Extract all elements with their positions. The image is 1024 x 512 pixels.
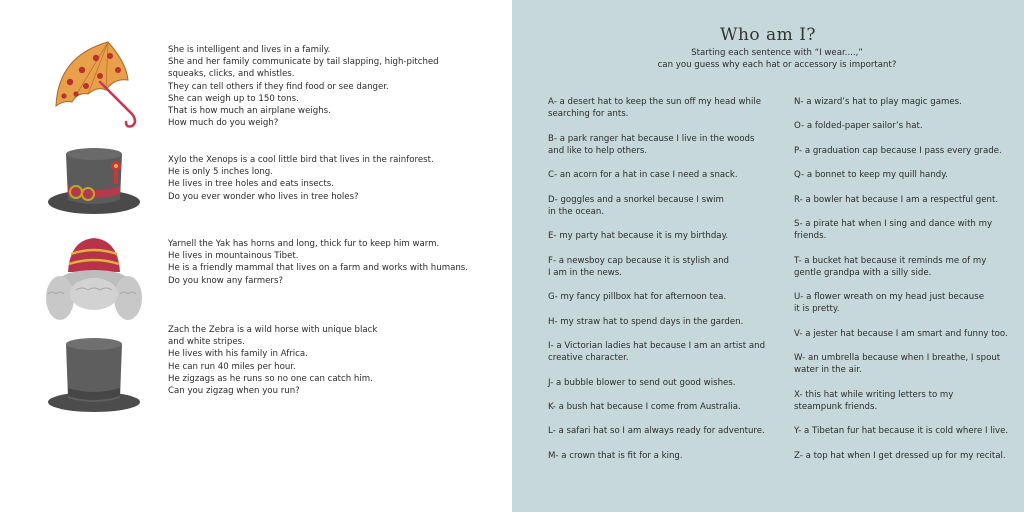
entry-line: She and her family communicate by tail slapping, high-pitched <box>168 57 439 68</box>
list-item: O- a folded-paper sailor’s hat. <box>794 121 923 132</box>
list-item: G- my fancy pillbox hat for afternoon tea. <box>548 292 727 303</box>
right-page <box>512 0 1024 512</box>
answers-column-n-z <box>794 96 1008 474</box>
list-item: I- a Victorian ladies hat because I am an artist and creative character. <box>548 340 766 364</box>
list-item: L- a safari hat so I am always ready for adventure. <box>548 426 765 437</box>
entry-line: They can tell others if they find food or see danger. <box>168 81 389 92</box>
top-hat-illustration <box>44 334 144 418</box>
list-item: Z- a top hat when I get dressed up for my recital. <box>794 450 1006 461</box>
list-item: X- this hat while writing letters to my steampunk friends. <box>794 389 954 412</box>
entry-line: That is how much an airplane weighs. <box>168 106 331 117</box>
entry-line: He is only 5 inches long. <box>168 167 273 178</box>
entry-line: Do you know any farmers? <box>168 275 284 286</box>
list-item: P- a graduation cap because I pass every grade. <box>794 145 1002 156</box>
entry-line: He can run 40 miles per hour. <box>168 361 296 372</box>
zebra-entry <box>168 324 468 397</box>
list-item: F- a newsboy cap because it is stylish and I am in the news. <box>548 255 730 278</box>
list-item: Y- a Tibetan fur hat because it is cold where I live. <box>794 426 1009 437</box>
list-item: K- a bush hat because I come from Australia. <box>548 401 741 412</box>
entry-line: Yarnell the Yak has horns and long, thick fur to keep him warm. <box>168 239 440 249</box>
list-item: R- a bowler hat because I am a respectful gent. <box>794 194 999 205</box>
entry-line: She can weigh up to 150 tons. <box>168 93 299 104</box>
entry-line: He lives with his family in Africa. <box>168 349 308 360</box>
steampunk-top-hat-illustration <box>44 144 144 222</box>
page-title: Who am I? <box>719 25 817 45</box>
list-item: S- a pirate hat when I sing and dance with my friends. <box>794 218 993 242</box>
answers-column-a-m <box>548 96 765 474</box>
list-item: T- a bucket hat because it reminds me of my gentle grandpa with a silly side. <box>794 255 987 278</box>
subtitle-line-1: Starting each sentence with “I wear....,” <box>691 48 863 58</box>
tibetan-fur-hat-illustration <box>44 232 144 324</box>
entry-line: Zach the Zebra is a wild horse with unique black <box>168 325 378 335</box>
list-item: A- a desert hat to keep the sun off my head while searching for ants. <box>548 97 762 120</box>
entry-line: How much do you weigh? <box>168 118 279 129</box>
entry-line: Do you ever wonder who lives in tree holes? <box>168 191 359 202</box>
umbrella-illustration <box>48 36 148 132</box>
list-item: E- my party hat because it is my birthday. <box>548 231 729 242</box>
entry-line: and white stripes. <box>168 337 245 348</box>
list-item: J- a bubble blower to send out good wishes. <box>548 377 736 388</box>
subtitle-line-2: can you guess why each hat or accessory is important? <box>657 60 897 70</box>
list-item: M- a crown that is fit for a king. <box>548 450 683 461</box>
list-item: C- an acorn for a hat in case I need a snack. <box>548 170 738 181</box>
list-item: H- my straw hat to spend days in the garden. <box>548 316 744 327</box>
entry-line: squeaks, clicks, and whistles. <box>168 69 295 80</box>
list-item: N- a wizard’s hat to play magic games. <box>794 97 962 107</box>
entry-line: He lives in tree holes and eats insects. <box>168 179 334 190</box>
entry-line: Xylo the Xenops is a cool little bird that lives in the rainforest. <box>168 155 434 165</box>
entry-line: He lives in mountainous Tibet. <box>168 251 299 262</box>
list-item: U- a flower wreath on my head just because it is pretty. <box>794 292 985 315</box>
entry-line: He zigzags as he runs so no one can catch him. <box>168 373 373 384</box>
list-item: Q- a bonnet to keep my quill handy. <box>794 170 948 181</box>
list-item: W- an umbrella because when I breathe, I spout water in the air. <box>794 353 1001 376</box>
entry-line: She is intelligent and lives in a family. <box>168 45 331 55</box>
entry-line: He is a friendly mammal that lives on a farm and works with humans. <box>168 263 468 274</box>
list-item: D- goggles and a snorkel because I swim in the ocean. <box>548 194 724 217</box>
list-item: V- a jester hat because I am smart and funny too. <box>794 328 1008 339</box>
yak-entry <box>168 238 468 287</box>
whale-entry <box>168 44 468 129</box>
entry-line: Can you zigzag when you run? <box>168 386 300 397</box>
list-item: B- a park ranger hat because I live in the woods and like to help others. <box>548 133 755 156</box>
xenops-entry <box>168 154 468 203</box>
